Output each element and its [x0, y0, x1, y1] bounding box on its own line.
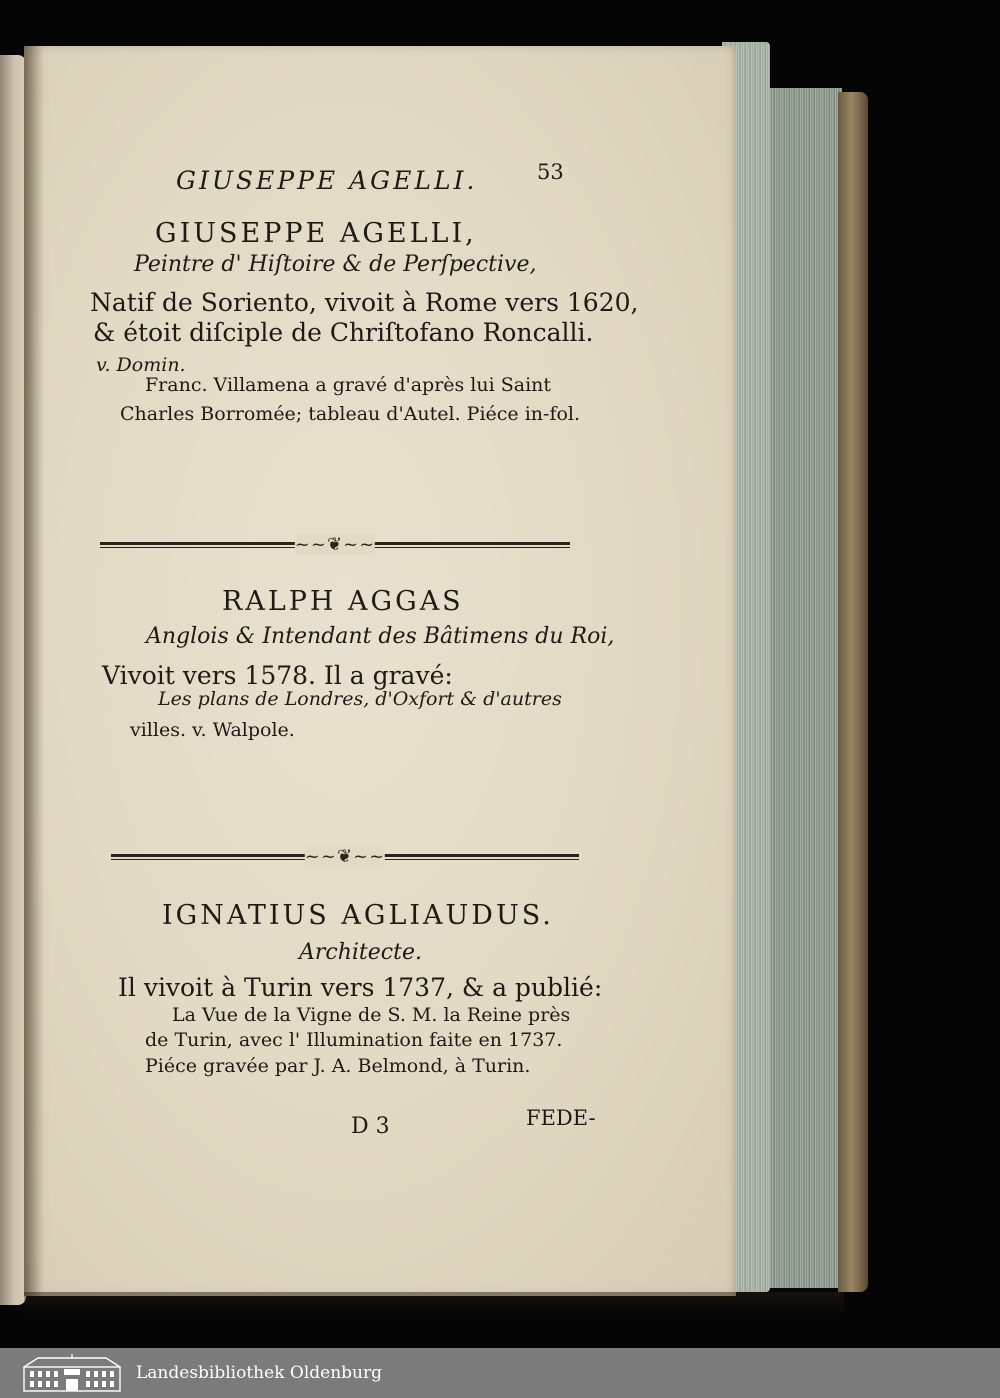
page-number: 53	[537, 160, 564, 184]
book-cover-edge	[838, 92, 868, 1292]
gutter-shadow	[24, 46, 44, 1296]
library-building-icon	[20, 1353, 124, 1393]
entry-2-line: Vivoit vers 1578. Il a gravé:	[102, 661, 453, 690]
facing-page-edge	[0, 55, 26, 1305]
page-bottom-shadow	[24, 1292, 844, 1316]
entry-1-role: Peintre d' Hiſtoire & de Perſpective,	[134, 252, 537, 277]
entry-1-name: GIUSEPPE AGELLI,	[155, 218, 477, 249]
entry-2-name: RALPH AGGAS	[222, 586, 464, 617]
entry-3-name: IGNATIUS AGLIAUDUS.	[162, 900, 554, 931]
entry-1-line: & étoit diſciple de Chriſtofano Roncalli.	[93, 318, 594, 347]
entry-1-line: Natif de Soriento, vivoit à Rome vers 1620,	[90, 288, 639, 317]
entry-3-line: Il vivoit à Turin vers 1737, & a publié:	[118, 973, 603, 1002]
book-fore-edge	[766, 88, 842, 1288]
ornamental-rule: ~~❦~~	[111, 848, 579, 864]
ornamental-rule: ~~❦~~	[100, 536, 570, 552]
library-footer-bar	[0, 1348, 1000, 1398]
entry-2-role: Anglois & Intendant des Bâtimens du Roi,	[146, 624, 615, 649]
entry-2-line: Les plans de Londres, d'Oxfort & d'autres	[158, 688, 562, 710]
entry-1-line: Charles Borromée; tableau d'Autel. Piéce in-fol.	[120, 403, 581, 425]
entry-2-line: villes. v. Walpole.	[130, 719, 295, 741]
institution-name: Landesbibliothek Oldenburg	[136, 1363, 383, 1383]
entry-1-line: Franc. Villamena a gravé d'après lui Saint	[145, 374, 552, 396]
signature-mark: D 3	[351, 1114, 390, 1139]
entry-1-line: v. Domin.	[96, 354, 186, 376]
entry-3-role: Architecte.	[299, 940, 422, 965]
entry-3-line: La Vue de la Vigne de S. M. la Reine près	[172, 1004, 571, 1026]
running-head-title: GIUSEPPE AGELLI.	[176, 166, 478, 195]
entry-3-line: de Turin, avec l' Illumination faite en 1737.	[145, 1029, 563, 1051]
entry-3-line: Piéce gravée par J. A. Belmond, à Turin.	[145, 1055, 531, 1077]
catchword: FEDE-	[526, 1106, 596, 1130]
